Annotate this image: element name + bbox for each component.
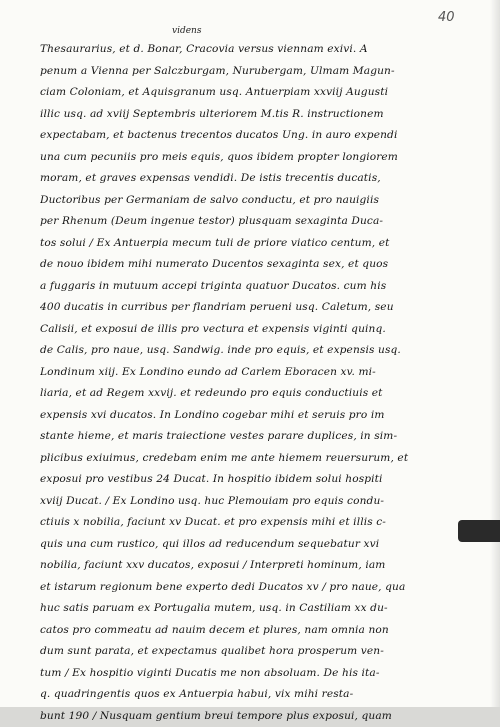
manuscript-line: de Calis, pro naue, usq. Sandwig. inde pro equis, et expensis usq.	[40, 340, 490, 362]
manuscript-line: de nouo ibidem mihi numerato Ducentos sexaginta sex, et quos	[40, 254, 490, 276]
page-tab-marker	[458, 520, 500, 542]
page-edge-shadow	[490, 0, 500, 707]
manuscript-line: tum / Ex hospitio viginti Ducatis me non absoluam. De his ita-	[40, 663, 490, 685]
manuscript-line: tos solui / Ex Antuerpia mecum tuli de priore viatico centum, et	[40, 233, 490, 255]
manuscript-line: xviij Ducat. / Ex Londino usq. huc Plemouiam pro equis condu-	[40, 491, 490, 513]
manuscript-line: q. quadringentis quos ex Antuerpia habui, vix mihi resta-	[40, 684, 490, 706]
manuscript-line: plicibus exiuimus, credebam enim me ante hiemem reuersurum, et	[40, 448, 490, 470]
manuscript-line: Ductoribus per Germaniam de salvo conductu, et pro nauigiis	[40, 190, 490, 212]
manuscript-line: 400 ducatis in curribus per flandriam perueni usq. Caletum, seu	[40, 297, 490, 319]
folio-number: 40	[438, 10, 455, 25]
manuscript-line: catos pro commeatu ad nauim decem et plures, nam omnia non	[40, 620, 490, 642]
manuscript-text-block	[40, 39, 490, 727]
manuscript-line: una cum pecuniis pro meis equis, quos ibidem propter longiorem	[40, 147, 490, 169]
manuscript-line: exposui pro vestibus 24 Ducat. In hospitio ibidem solui hospiti	[40, 469, 490, 491]
manuscript-line: Londinum xiij. Ex Londino eundo ad Carlem Eboracen xv. mi-	[40, 362, 490, 384]
manuscript-line: liaria, et ad Regem xxvij. et redeundo pro equis conductiuis et	[40, 383, 490, 405]
manuscript-line: per Rhenum (Deum ingenue testor) plusquam sexaginta Duca-	[40, 211, 490, 233]
manuscript-line: expectabam, et bactenus trecentos ducatos Ung. in auro expendi	[40, 125, 490, 147]
manuscript-line: et istarum regionum bene experto dedi Ducatos xv / pro naue, qua	[40, 577, 490, 599]
manuscript-line: Calisii, et exposui de illis pro vectura et expensis viginti quinq.	[40, 319, 490, 341]
manuscript-line: ctiuis x nobilia, faciunt xv Ducat. et pro expensis mihi et illis c-	[40, 512, 490, 534]
manuscript-line: moram, et graves expensas vendidi. De istis trecentis ducatis,	[40, 168, 490, 190]
manuscript-line: stante hieme, et maris traiectione vestes parare duplices, in sim-	[40, 426, 490, 448]
manuscript-line: Thesaurarius, et d. Bonar, Cracovia versus viennam exivi. A	[40, 39, 490, 61]
manuscript-line: quis una cum rustico, qui illos ad reducendum sequebatur xvi	[40, 534, 490, 556]
manuscript-line: bunt 190 / Nusquam gentium breui tempore plus exposui, quam	[40, 706, 490, 727]
manuscript-line: ciam Coloniam, et Aquisgranum usq. Antuerpiam xxviij Augusti	[40, 82, 490, 104]
interlinear-insertion: videns	[172, 26, 201, 36]
manuscript-line: expensis xvi ducatos. In Londino cogebar mihi et seruis pro im	[40, 405, 490, 427]
manuscript-line: nobilia, faciunt xxv ducatos, exposui / Interpreti hominum, iam	[40, 555, 490, 577]
manuscript-line: a fuggaris in mutuum accepi triginta quatuor Ducatos. cum his	[40, 276, 490, 298]
manuscript-line: penum a Vienna per Salczburgam, Nurubergam, Ulmam Magun-	[40, 61, 490, 83]
manuscript-line: dum sunt parata, et expectamus qualibet hora prosperum ven-	[40, 641, 490, 663]
manuscript-line: illic usq. ad xviij Septembris ulteriorem M.tis R. instructionem	[40, 104, 490, 126]
manuscript-line: huc satis paruam ex Portugalia mutem, usq. in Castiliam xx du-	[40, 598, 490, 620]
